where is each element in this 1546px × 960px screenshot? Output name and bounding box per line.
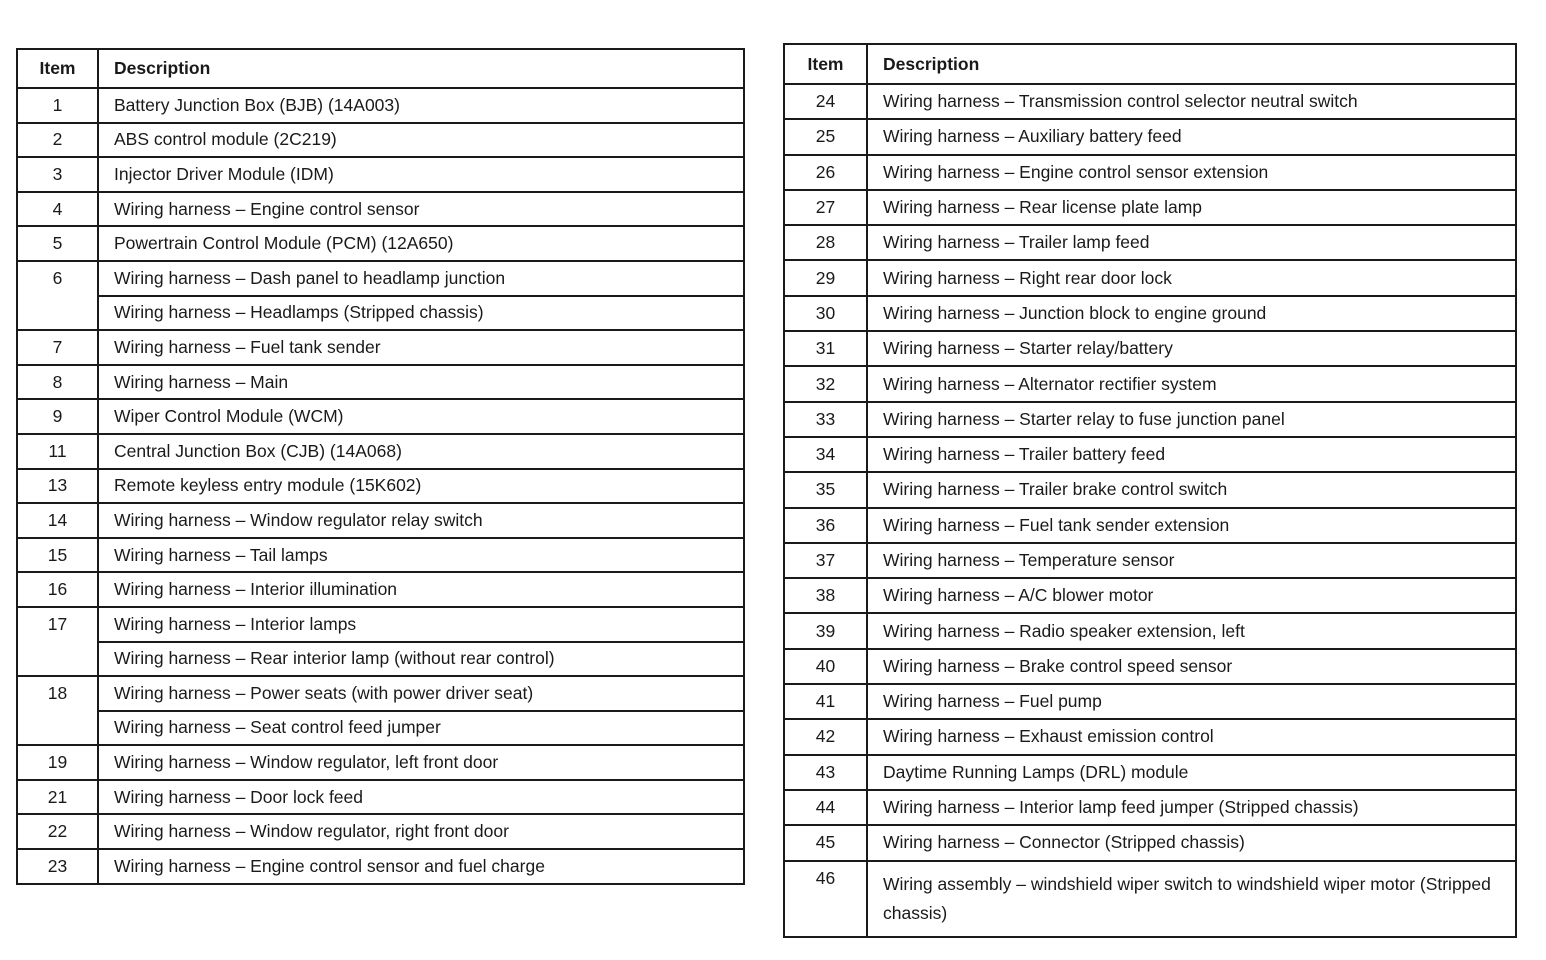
item-description-cell: Wiring harness – A/C blower motor bbox=[867, 578, 1516, 613]
item-description-cell: Wiring harness – Main bbox=[98, 365, 744, 400]
item-number-cell: 22 bbox=[17, 814, 98, 849]
item-number-cell: 33 bbox=[784, 402, 867, 437]
item-number-cell: 11 bbox=[17, 434, 98, 469]
table-row bbox=[784, 84, 1516, 119]
table-row bbox=[784, 578, 1516, 613]
item-number-cell: 35 bbox=[784, 472, 867, 507]
item-description-cell: Wiring harness – Interior lamp feed jumper (Stripped chassis) bbox=[867, 790, 1516, 825]
item-number-cell: 3 bbox=[17, 157, 98, 192]
table-row bbox=[17, 261, 744, 296]
table-row bbox=[784, 825, 1516, 860]
item-number-cell: 31 bbox=[784, 331, 867, 366]
item-number-cell: 27 bbox=[784, 190, 867, 225]
item-description-cell: Wiring harness – Rear interior lamp (without rear control) bbox=[98, 642, 744, 677]
item-description-cell: Wiring harness – Door lock feed bbox=[98, 780, 744, 815]
table-row bbox=[784, 155, 1516, 190]
item-number-cell: 29 bbox=[784, 260, 867, 295]
table-row bbox=[784, 755, 1516, 790]
item-description-cell: Wiring harness – Starter relay to fuse junction panel bbox=[867, 402, 1516, 437]
item-number-cell: 44 bbox=[784, 790, 867, 825]
item-number-cell: 2 bbox=[17, 123, 98, 158]
item-description-cell: Wiring harness – Right rear door lock bbox=[867, 260, 1516, 295]
item-description-cell: Wiring harness – Starter relay/battery bbox=[867, 331, 1516, 366]
table-row bbox=[784, 331, 1516, 366]
item-description-cell: Wiring harness – Trailer brake control switch bbox=[867, 472, 1516, 507]
table-row bbox=[17, 469, 744, 504]
table-row bbox=[17, 538, 744, 573]
item-description-cell: Powertrain Control Module (PCM) (12A650) bbox=[98, 226, 744, 261]
item-description-cell: Wiring assembly – windshield wiper switch to windshield wiper motor (Stripped chassis) bbox=[867, 861, 1516, 938]
item-description-cell: Wiring harness – Window regulator, right front door bbox=[98, 814, 744, 849]
table-row bbox=[784, 437, 1516, 472]
header-row bbox=[784, 44, 1516, 84]
item-number-cell: 15 bbox=[17, 538, 98, 573]
table-row bbox=[784, 190, 1516, 225]
item-number-cell: 41 bbox=[784, 684, 867, 719]
item-column-header: Item bbox=[17, 49, 98, 88]
table-row bbox=[17, 676, 744, 711]
item-number-cell: 9 bbox=[17, 399, 98, 434]
item-number-cell: 45 bbox=[784, 825, 867, 860]
table-row bbox=[17, 572, 744, 607]
table-row bbox=[784, 719, 1516, 754]
item-number-cell: 1 bbox=[17, 88, 98, 123]
item-number-cell: 36 bbox=[784, 508, 867, 543]
item-description-cell: Wiring harness – Fuel tank sender bbox=[98, 330, 744, 365]
item-description-cell: Wiring harness – Tail lamps bbox=[98, 538, 744, 573]
table-row bbox=[17, 157, 744, 192]
item-number-cell: 34 bbox=[784, 437, 867, 472]
table-row bbox=[17, 814, 744, 849]
table-row bbox=[784, 225, 1516, 260]
item-description-cell: Wiring harness – Window regulator, left front door bbox=[98, 745, 744, 780]
item-description-cell: Wiring harness – Fuel tank sender extension bbox=[867, 508, 1516, 543]
item-description-cell: Battery Junction Box (BJB) (14A003) bbox=[98, 88, 744, 123]
item-number-cell: 18 bbox=[17, 676, 98, 745]
item-number-cell: 38 bbox=[784, 578, 867, 613]
item-description-cell: Wiring harness – Auxiliary battery feed bbox=[867, 119, 1516, 154]
item-column-header: Item bbox=[784, 44, 867, 84]
table-row bbox=[17, 88, 744, 123]
item-number-cell: 5 bbox=[17, 226, 98, 261]
right-table-body bbox=[784, 84, 1516, 937]
item-description-cell: Wiring harness – Trailer lamp feed bbox=[867, 225, 1516, 260]
item-number-cell: 16 bbox=[17, 572, 98, 607]
table-row bbox=[784, 861, 1516, 938]
item-number-cell: 26 bbox=[784, 155, 867, 190]
description-column-header: Description bbox=[867, 44, 1516, 84]
left-parts-table bbox=[16, 48, 745, 885]
item-number-cell: 8 bbox=[17, 365, 98, 400]
table-row bbox=[784, 296, 1516, 331]
right-parts-table bbox=[783, 43, 1517, 938]
item-number-cell: 4 bbox=[17, 192, 98, 227]
item-number-cell: 28 bbox=[784, 225, 867, 260]
item-description-cell: Central Junction Box (CJB) (14A068) bbox=[98, 434, 744, 469]
item-number-cell: 24 bbox=[784, 84, 867, 119]
item-description-cell: Wiring harness – Engine control sensor extension bbox=[867, 155, 1516, 190]
item-description-cell: Wiring harness – Rear license plate lamp bbox=[867, 190, 1516, 225]
item-number-cell: 13 bbox=[17, 469, 98, 504]
item-number-cell: 23 bbox=[17, 849, 98, 884]
item-description-cell: ABS control module (2C219) bbox=[98, 123, 744, 158]
item-description-cell: Wiring harness – Exhaust emission control bbox=[867, 719, 1516, 754]
description-column-header: Description bbox=[98, 49, 744, 88]
table-row bbox=[17, 607, 744, 642]
item-description-cell: Wiring harness – Junction block to engine ground bbox=[867, 296, 1516, 331]
item-description-cell: Wiring harness – Dash panel to headlamp junction bbox=[98, 261, 744, 296]
table-row bbox=[17, 434, 744, 469]
item-number-cell: 42 bbox=[784, 719, 867, 754]
item-description-cell: Wiring harness – Alternator rectifier system bbox=[867, 366, 1516, 401]
item-number-cell: 37 bbox=[784, 543, 867, 578]
table-row bbox=[17, 849, 744, 884]
table-row bbox=[784, 613, 1516, 648]
item-description-cell: Wiring harness – Interior illumination bbox=[98, 572, 744, 607]
table-row bbox=[784, 119, 1516, 154]
table-row bbox=[784, 684, 1516, 719]
table-row bbox=[17, 745, 744, 780]
header-row bbox=[17, 49, 744, 88]
item-description-cell: Wiring harness – Brake control speed sensor bbox=[867, 649, 1516, 684]
item-number-cell: 32 bbox=[784, 366, 867, 401]
item-description-cell: Wiring harness – Engine control sensor bbox=[98, 192, 744, 227]
table-row bbox=[17, 780, 744, 815]
item-number-cell: 21 bbox=[17, 780, 98, 815]
item-number-cell: 17 bbox=[17, 607, 98, 676]
item-number-cell: 6 bbox=[17, 261, 98, 330]
table-row bbox=[17, 399, 744, 434]
item-description-cell: Wiring harness – Headlamps (Stripped chassis) bbox=[98, 296, 744, 331]
table-row bbox=[784, 366, 1516, 401]
table-row bbox=[784, 649, 1516, 684]
item-description-cell: Daytime Running Lamps (DRL) module bbox=[867, 755, 1516, 790]
left-table-body bbox=[17, 88, 744, 884]
item-description-cell: Wiring harness – Radio speaker extension, left bbox=[867, 613, 1516, 648]
table-row bbox=[784, 402, 1516, 437]
table-row bbox=[784, 508, 1516, 543]
item-number-cell: 40 bbox=[784, 649, 867, 684]
item-number-cell: 19 bbox=[17, 745, 98, 780]
table-row bbox=[17, 503, 744, 538]
item-description-cell: Injector Driver Module (IDM) bbox=[98, 157, 744, 192]
item-description-cell: Wiring harness – Fuel pump bbox=[867, 684, 1516, 719]
table-row bbox=[17, 330, 744, 365]
item-number-cell: 46 bbox=[784, 861, 867, 938]
table-row bbox=[784, 543, 1516, 578]
item-description-cell: Remote keyless entry module (15K602) bbox=[98, 469, 744, 504]
item-number-cell: 7 bbox=[17, 330, 98, 365]
table-row bbox=[17, 642, 744, 677]
item-description-cell: Wiring harness – Power seats (with power driver seat) bbox=[98, 676, 744, 711]
item-number-cell: 25 bbox=[784, 119, 867, 154]
item-description-cell: Wiring harness – Engine control sensor and fuel charge bbox=[98, 849, 744, 884]
item-number-cell: 30 bbox=[784, 296, 867, 331]
item-description-cell: Wiring harness – Interior lamps bbox=[98, 607, 744, 642]
item-description-cell: Wiring harness – Trailer battery feed bbox=[867, 437, 1516, 472]
table-row bbox=[17, 365, 744, 400]
table-row bbox=[17, 192, 744, 227]
item-number-cell: 14 bbox=[17, 503, 98, 538]
item-description-cell: Wiring harness – Temperature sensor bbox=[867, 543, 1516, 578]
item-description-cell: Wiring harness – Seat control feed jumper bbox=[98, 711, 744, 746]
item-description-cell: Wiper Control Module (WCM) bbox=[98, 399, 744, 434]
table-row bbox=[17, 123, 744, 158]
item-number-cell: 43 bbox=[784, 755, 867, 790]
item-description-cell: Wiring harness – Connector (Stripped chassis) bbox=[867, 825, 1516, 860]
item-number-cell: 39 bbox=[784, 613, 867, 648]
table-row bbox=[17, 296, 744, 331]
table-row bbox=[17, 226, 744, 261]
table-row bbox=[784, 790, 1516, 825]
table-row bbox=[784, 472, 1516, 507]
table-row bbox=[17, 711, 744, 746]
table-row bbox=[784, 260, 1516, 295]
item-description-cell: Wiring harness – Transmission control selector neutral switch bbox=[867, 84, 1516, 119]
item-description-cell: Wiring harness – Window regulator relay switch bbox=[98, 503, 744, 538]
